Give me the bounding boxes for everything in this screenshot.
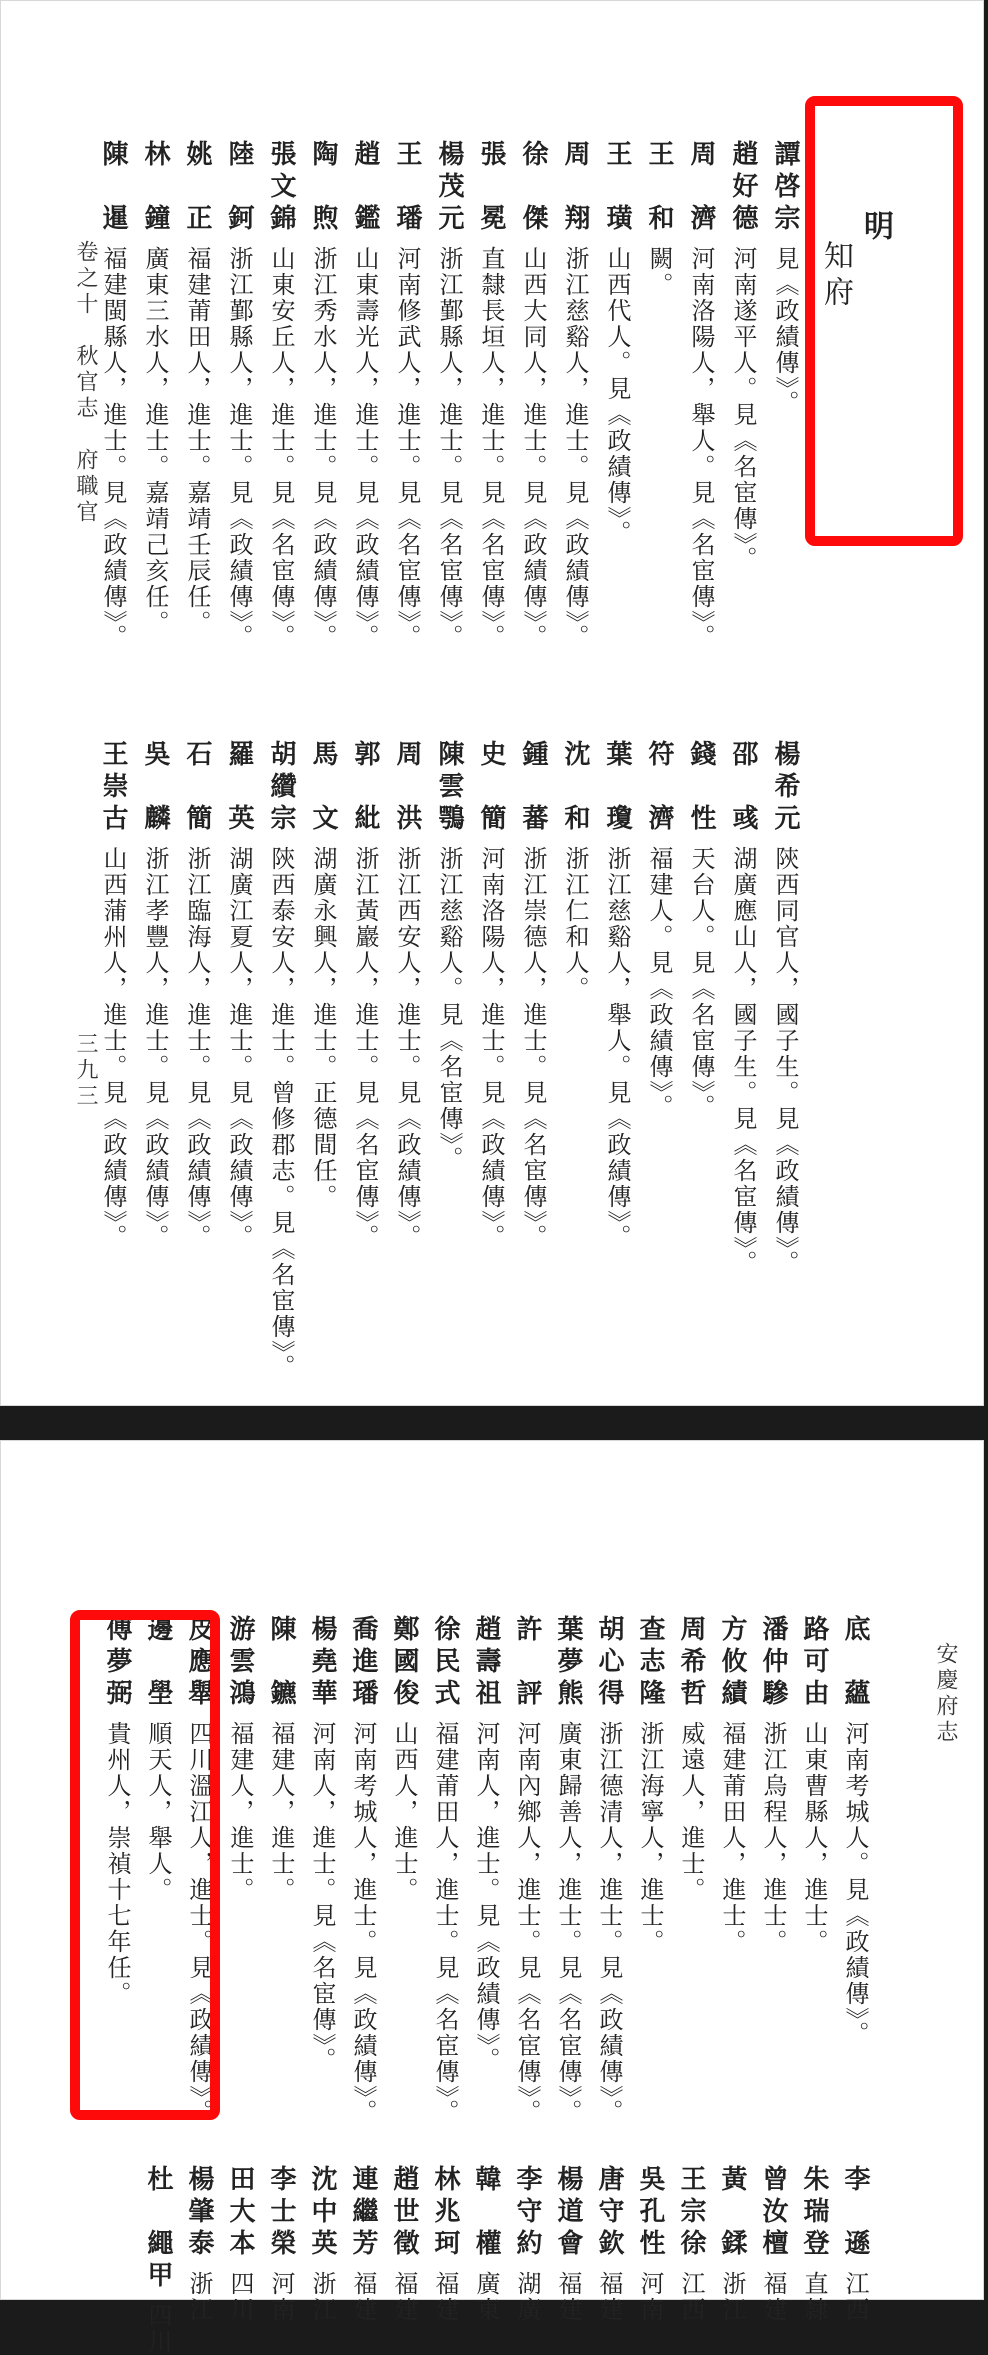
- official-entry: [717, 2165, 747, 2323]
- official-name: 陳 鑣: [266, 1615, 296, 1711]
- official-note: 見《政績傳》。: [771, 246, 799, 416]
- official-name: 趙好德: [728, 140, 758, 236]
- official-note: 廣東: [472, 2271, 500, 2323]
- official-entry: [184, 2165, 214, 2323]
- official-note: 浙江鄞縣人，進士。見《政績傳》。: [225, 246, 253, 650]
- official-name: 李士榮: [266, 2165, 296, 2261]
- official-name: 周 洪: [392, 740, 422, 836]
- official-name: 曾汝檀: [758, 2165, 788, 2261]
- official-entry: [518, 140, 548, 650]
- official-entry: [560, 140, 590, 650]
- official-entry: [644, 140, 674, 298]
- official-entry: [184, 1615, 214, 2125]
- official-name: 韓 權: [471, 2165, 501, 2261]
- official-entry: [553, 1615, 583, 2125]
- official-name: 趙壽祖: [471, 1615, 501, 1711]
- official-name: 楊希元: [770, 740, 800, 836]
- official-note: 河南考城人。見《政績傳》。: [841, 1721, 869, 2047]
- official-note: 山東曹縣人，進士。: [800, 1721, 828, 1955]
- official-note: 浙江西安人，進士。見《政績傳》。: [393, 846, 421, 1250]
- official-name: 鄭國俊: [389, 1615, 419, 1711]
- official-name: 沈中英: [307, 2165, 337, 2261]
- official-name: 連繼芳: [348, 2165, 378, 2261]
- official-note: 福建人，進士。: [267, 1721, 295, 1903]
- official-name: 林兆珂: [430, 2165, 460, 2261]
- official-note: 福建: [595, 2271, 623, 2323]
- official-entry: [799, 1615, 829, 1955]
- official-entry: [224, 140, 254, 650]
- official-note: 浙江: [308, 2271, 336, 2323]
- official-note: 浙江慈谿人，進士。見《政績傳》。: [561, 246, 589, 650]
- official-note: 河南內鄉人，進士。見《名宦傳》。: [513, 1721, 541, 2125]
- official-note: 河南洛陽人，進士。見《政績傳》。: [477, 846, 505, 1250]
- official-entry: [434, 740, 464, 1172]
- official-name: 錢 性: [686, 740, 716, 836]
- official-name: 林 鐘: [140, 140, 170, 236]
- official-entry: [799, 2165, 829, 2323]
- official-name: 葉夢熊: [553, 1615, 583, 1711]
- official-note: 浙江秀水人，進士。見《政績傳》。: [309, 246, 337, 650]
- official-name: 吳 麟: [140, 740, 170, 836]
- official-note: 四川: [144, 2303, 172, 2355]
- official-entry: [140, 740, 170, 1250]
- official-name: 王 璜: [602, 140, 632, 236]
- official-note: 河南: [636, 2271, 664, 2323]
- official-name: 楊茂元: [434, 140, 464, 236]
- official-entry: [644, 740, 674, 1120]
- official-name: 王宗徐: [676, 2165, 706, 2261]
- official-name: 馬 文: [308, 740, 338, 836]
- official-name: 王崇古: [98, 740, 128, 836]
- official-name: 趙 鑑: [350, 140, 380, 236]
- official-name: 吳孔性: [635, 2165, 665, 2261]
- official-note: 浙江臨海人，進士。見《政績傳》。: [183, 846, 211, 1250]
- official-name: 羅 英: [224, 740, 254, 836]
- official-note: 順天人，舉人。: [144, 1721, 172, 1903]
- official-note: 山東壽光人，進士。見《政績傳》。: [351, 246, 379, 650]
- official-entry: [602, 740, 632, 1250]
- official-note: 福建: [759, 2271, 787, 2323]
- official-entry: [728, 740, 758, 1276]
- official-entry: [553, 2165, 583, 2323]
- official-name: 王 和: [644, 140, 674, 236]
- official-name: 陸 鈳: [224, 140, 254, 236]
- official-name: 朱瑞登: [799, 2165, 829, 2261]
- official-name: 張 冕: [476, 140, 506, 236]
- official-name: 葉 瓊: [602, 740, 632, 836]
- official-note: 福建莆田人，進士。: [718, 1721, 746, 1955]
- official-note: 福建莆田人，進士。見《名宦傳》。: [431, 1721, 459, 2125]
- official-entry: [770, 740, 800, 1276]
- official-name: 李守約: [512, 2165, 542, 2261]
- official-note: 福建: [554, 2271, 582, 2323]
- official-name: 李 遜: [840, 2165, 870, 2261]
- gazetteer-heading: 安慶府志: [933, 1642, 958, 1746]
- official-entry: [266, 2165, 296, 2323]
- official-name: 鍾 蕃: [518, 740, 548, 836]
- official-entry: [182, 740, 212, 1250]
- official-note: 貴州人，崇禎十七年任。: [103, 1721, 131, 2007]
- official-entry: [266, 1615, 296, 1903]
- official-entry: [224, 740, 254, 1250]
- official-note: 天台人。見《名宦傳》。: [687, 846, 715, 1120]
- official-entry: [140, 140, 170, 636]
- official-note: 福建: [390, 2271, 418, 2323]
- official-note: 山西蒲州人，進士。見《政績傳》。: [99, 846, 127, 1250]
- official-name: 邊 壆: [143, 1615, 173, 1711]
- official-name: 姚 正: [182, 140, 212, 236]
- official-note: 河南: [267, 2271, 295, 2323]
- official-name: 游雲鴻: [225, 1615, 255, 1711]
- official-entry: [512, 1615, 542, 2125]
- official-entry: [143, 1615, 173, 1903]
- official-entry: [350, 740, 380, 1250]
- official-name: 皮應舉: [184, 1615, 214, 1711]
- official-name: 潘仲驂: [758, 1615, 788, 1711]
- official-entry: [392, 740, 422, 1250]
- official-note: 山西代人。見《政績傳》。: [603, 246, 631, 546]
- official-note: 山西人，進士。: [390, 1721, 418, 1903]
- official-note: 福建: [349, 2271, 377, 2323]
- official-note: 湖廣應山人，國子生。見《名宦傳》。: [729, 846, 757, 1276]
- official-name: 譚啓宗: [770, 140, 800, 236]
- official-entry: [676, 2165, 706, 2323]
- official-note: 河南考城人，進士。見《政績傳》。: [349, 1721, 377, 2125]
- official-note: 四川溫江人，進士。見《政績傳》。: [185, 1721, 213, 2125]
- official-note: 河南遂平人。見《名宦傳》。: [729, 246, 757, 572]
- official-note: 河南人，進士。見《名宦傳》。: [308, 1721, 336, 2073]
- official-entry: [389, 2165, 419, 2323]
- official-entry: [602, 140, 632, 546]
- official-entry: [308, 140, 338, 650]
- official-name: 石 簡: [182, 740, 212, 836]
- office-heading: 知府: [818, 240, 853, 312]
- official-note: 湖廣永興人，進士。正德間任。: [309, 846, 337, 1210]
- official-note: 廣東歸善人，進士。見《名宦傳》。: [554, 1721, 582, 2125]
- official-entry: [594, 2165, 624, 2323]
- official-note: 河南修武人，進士。見《名宦傳》。: [393, 246, 421, 650]
- official-note: 浙江孝豐人，進士。見《政績傳》。: [141, 846, 169, 1250]
- official-entry: [307, 1615, 337, 2073]
- volume-footer: 卷之十 秋官志 府職官: [73, 240, 98, 526]
- official-name: 查志隆: [635, 1615, 665, 1711]
- official-entry: [98, 740, 128, 1250]
- official-entry: [307, 2165, 337, 2323]
- official-name: 胡纘宗: [266, 740, 296, 836]
- official-note: 浙江: [185, 2271, 213, 2323]
- official-entry: [266, 740, 296, 1380]
- official-entry: [635, 2165, 665, 2323]
- official-name: 張文錦: [266, 140, 296, 236]
- official-name: 胡心得: [594, 1615, 624, 1711]
- official-note: 威遠人，進士。: [677, 1721, 705, 1903]
- official-note: 福建莆田人，進士。嘉靖壬辰任。: [183, 246, 211, 636]
- official-entry: [512, 2165, 542, 2323]
- official-name: 楊堯華: [307, 1615, 337, 1711]
- official-entry: [225, 1615, 255, 1903]
- official-note: 四川: [226, 2271, 254, 2323]
- official-entry: [471, 1615, 501, 2073]
- official-entry: [770, 140, 800, 416]
- official-note: 江西: [677, 2271, 705, 2323]
- official-name: 方攸績: [717, 1615, 747, 1711]
- official-note: 廣東三水人，進士。嘉靖己亥任。: [141, 246, 169, 636]
- official-note: 河南人，進士。見《政績傳》。: [472, 1721, 500, 2073]
- official-note: 浙江仁和人。: [561, 846, 589, 1002]
- official-entry: [840, 1615, 870, 2047]
- official-name: 路可由: [799, 1615, 829, 1711]
- official-note: 山西大同人，進士。見《政績傳》。: [519, 246, 547, 650]
- official-note: 浙江烏程人，進士。: [759, 1721, 787, 1955]
- official-entry: [350, 140, 380, 650]
- official-name: 符 濟: [644, 740, 674, 836]
- official-entry: [560, 740, 590, 1002]
- official-name: 沈 和: [560, 740, 590, 836]
- official-name: 楊道會: [553, 2165, 583, 2261]
- dynasty-heading: 明: [858, 210, 893, 246]
- official-entry: [266, 140, 296, 650]
- official-entry: [225, 2165, 255, 2323]
- official-entry: [102, 1615, 132, 2007]
- official-entry: [518, 740, 548, 1250]
- official-note: 浙江海寧人，進士。: [636, 1721, 664, 1955]
- official-note: 浙江崇德人，進士。見《名宦傳》。: [519, 846, 547, 1250]
- official-entry: [471, 2165, 501, 2323]
- official-note: 浙江慈谿人。見《名宦傳》。: [435, 846, 463, 1172]
- official-entry: [430, 1615, 460, 2125]
- official-name: 陳 暹: [98, 140, 128, 236]
- official-name: 陳雲鶚: [434, 740, 464, 836]
- page-number: 三九三: [73, 1032, 98, 1110]
- official-name: 郭 紕: [350, 740, 380, 836]
- official-entry: [758, 1615, 788, 1955]
- official-entry: [389, 1615, 419, 1903]
- official-entry: [686, 140, 716, 650]
- official-entry: [476, 140, 506, 650]
- official-name: 邵 彧: [728, 740, 758, 836]
- official-note: 浙江: [718, 2271, 746, 2323]
- official-entry: [182, 140, 212, 636]
- official-entry: [594, 1615, 624, 2125]
- official-name: 底 蘊: [840, 1615, 870, 1711]
- official-note: 山東安丘人，進士。見《名宦傳》。: [267, 246, 295, 650]
- official-entry: [348, 1615, 378, 2125]
- official-name: 周 濟: [686, 140, 716, 236]
- official-note: 福建人。見《政績傳》。: [645, 846, 673, 1120]
- official-note: 河南洛陽人，舉人。見《名宦傳》。: [687, 246, 715, 650]
- official-note: 浙江黃巖人，進士。見《名宦傳》。: [351, 846, 379, 1250]
- official-entry: [308, 740, 338, 1210]
- official-note: 江西: [841, 2271, 869, 2323]
- official-name: 周 翔: [560, 140, 590, 236]
- official-note: 浙江慈谿人，舉人。見《政績傳》。: [603, 846, 631, 1250]
- official-name: 楊肇泰: [184, 2165, 214, 2261]
- official-note: 湖廣江夏人，進士。見《政績傳》。: [225, 846, 253, 1250]
- official-entry: [348, 2165, 378, 2323]
- official-name: 徐民式: [430, 1615, 460, 1711]
- official-name: 王 璠: [392, 140, 422, 236]
- official-entry: [434, 140, 464, 650]
- official-note: 福建閩縣人，進士。見《政績傳》。: [99, 246, 127, 650]
- official-note: 陝西同官人，國子生。見《政績傳》。: [771, 846, 799, 1276]
- official-note: 浙江鄞縣人，進士。見《名宦傳》。: [435, 246, 463, 650]
- official-name: 唐守欽: [594, 2165, 624, 2261]
- official-entry: [686, 740, 716, 1120]
- official-note: 浙江德清人，進士。見《政績傳》。: [595, 1721, 623, 2125]
- official-entry: [758, 2165, 788, 2323]
- official-entry: [840, 2165, 870, 2323]
- official-entry: [676, 1615, 706, 1903]
- official-name: 杜 繩甲: [143, 2165, 173, 2293]
- official-note: 闕。: [645, 246, 673, 298]
- official-note: 福建: [431, 2271, 459, 2323]
- official-name: 喬進璠: [348, 1615, 378, 1711]
- official-entry: [143, 2165, 173, 2355]
- official-name: 趙世徵: [389, 2165, 419, 2261]
- official-entry: [392, 140, 422, 650]
- official-name: 周希哲: [676, 1615, 706, 1711]
- official-note: 陝西泰安人，進士。曾修郡志。見《名宦傳》。: [267, 846, 295, 1380]
- official-name: 黃 鍒: [717, 2165, 747, 2261]
- official-note: 直隸: [800, 2271, 828, 2323]
- official-entry: [717, 1615, 747, 1955]
- official-note: 湖廣: [513, 2271, 541, 2323]
- official-entry: [635, 1615, 665, 1955]
- official-name: 傅夢弼: [102, 1615, 132, 1711]
- official-note: 直隸長垣人，進士。見《名宦傳》。: [477, 246, 505, 650]
- official-name: 陶 煦: [308, 140, 338, 236]
- official-name: 徐 傑: [518, 140, 548, 236]
- official-entry: [98, 140, 128, 650]
- official-entry: [430, 2165, 460, 2323]
- official-entry: [728, 140, 758, 572]
- bottom-page: [0, 1440, 984, 2355]
- official-entry: [476, 740, 506, 1250]
- official-name: 田大本: [225, 2165, 255, 2261]
- official-name: 史 簡: [476, 740, 506, 836]
- official-name: 許 評: [512, 1615, 542, 1711]
- official-note: 福建人，進士。: [226, 1721, 254, 1903]
